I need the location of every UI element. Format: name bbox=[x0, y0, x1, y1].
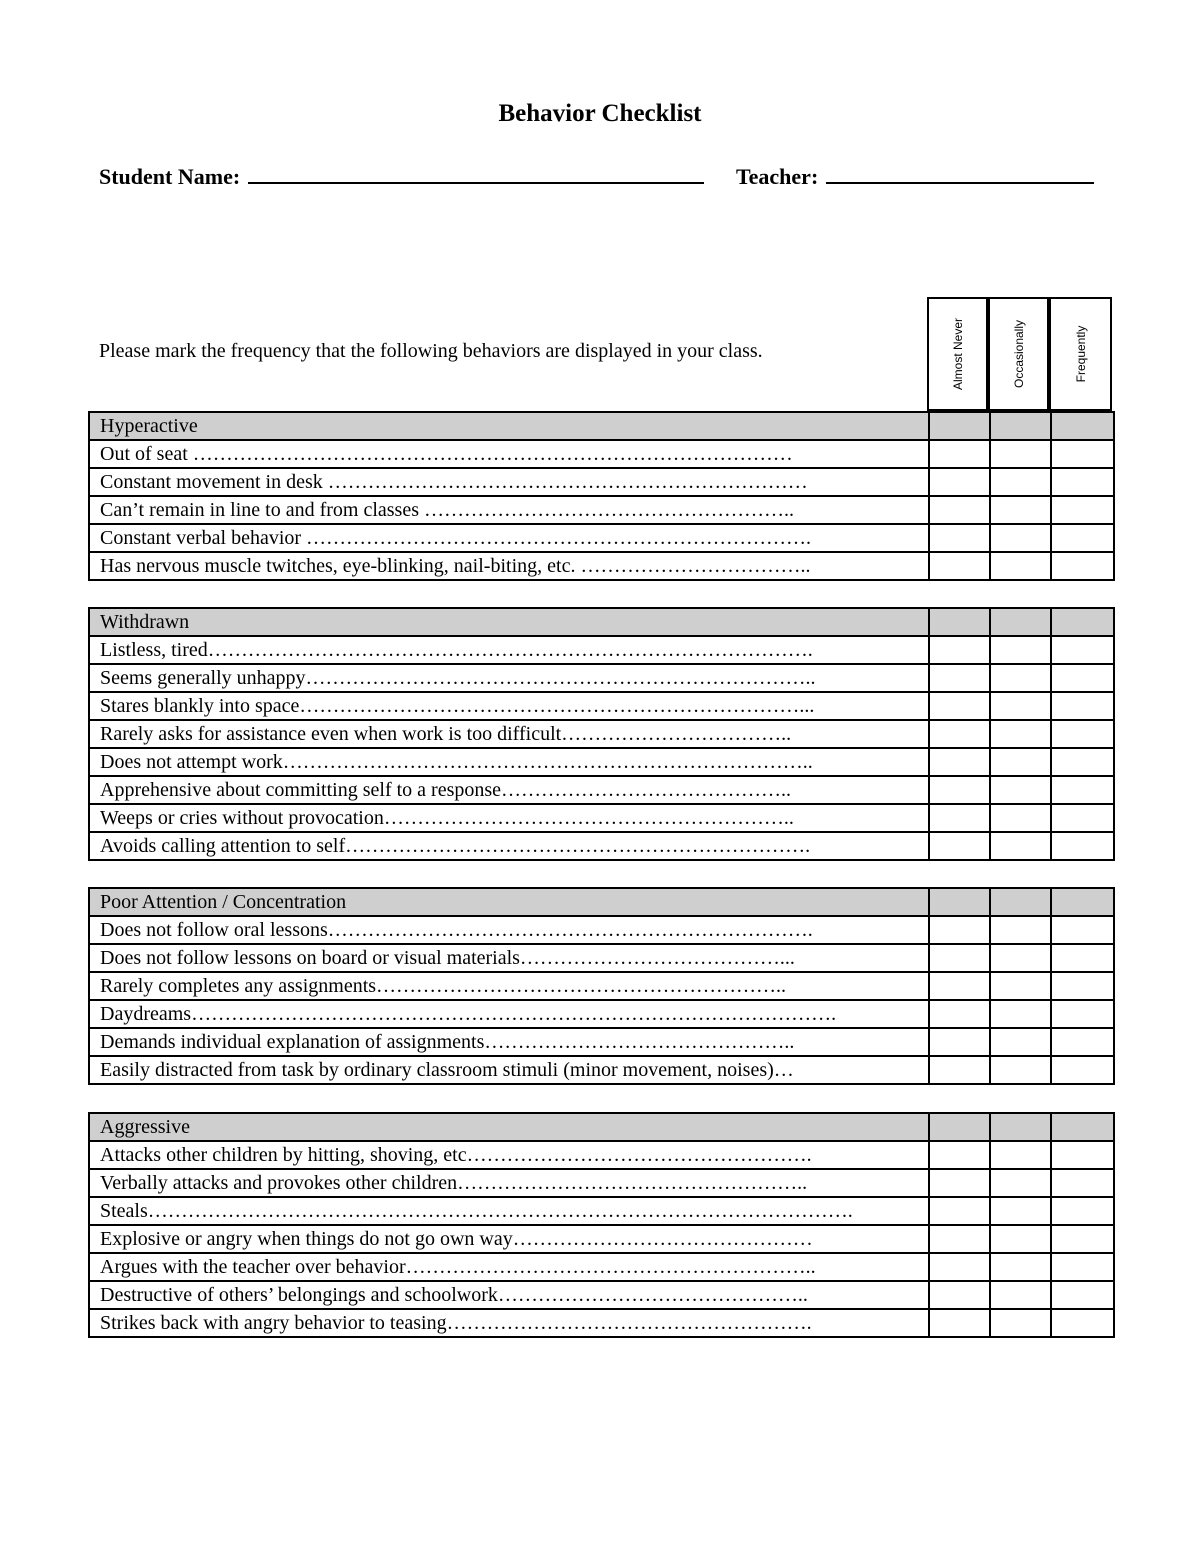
mark-cell-frequently[interactable] bbox=[1051, 972, 1114, 1000]
mark-cell-almost-never[interactable] bbox=[929, 1225, 990, 1253]
instructions-text: Please mark the frequency that the following behaviors are displayed in your class. bbox=[99, 340, 763, 362]
section-hyperactive bbox=[88, 411, 1115, 581]
mark-cell-almost-never[interactable] bbox=[929, 748, 990, 776]
behavior-label: Does not follow oral lessons………………………………………………………………. bbox=[89, 916, 929, 944]
mark-cell-almost-never[interactable] bbox=[929, 944, 990, 972]
section-header-row bbox=[89, 1113, 1114, 1141]
mark-cell-almost-never[interactable] bbox=[929, 1028, 990, 1056]
mark-cell-frequently[interactable] bbox=[1051, 1225, 1114, 1253]
column-header-occasionally bbox=[988, 297, 1049, 411]
section-header-cell bbox=[990, 1113, 1051, 1141]
behavior-label: Rarely completes any assignments…………………………………………………….. bbox=[89, 972, 929, 1000]
column-label-almost-never: Almost Never bbox=[950, 317, 965, 391]
section-title: Withdrawn bbox=[89, 608, 929, 636]
behavior-label: Steals……………………………………………………………………………………………. bbox=[89, 1197, 929, 1225]
mark-cell-almost-never[interactable] bbox=[929, 804, 990, 832]
mark-cell-occasionally[interactable] bbox=[990, 832, 1051, 860]
behavior-label: Has nervous muscle twitches, eye-blinking, nail-biting, etc. …………………………….. bbox=[89, 552, 929, 580]
behavior-label: Explosive or angry when things do not go own way……………………………………… bbox=[89, 1225, 929, 1253]
mark-cell-almost-never[interactable] bbox=[929, 664, 990, 692]
behavior-row bbox=[89, 664, 1114, 692]
behavior-row bbox=[89, 552, 1114, 580]
behavior-row bbox=[89, 524, 1114, 552]
behavior-label: Demands individual explanation of assignments……………………………………….. bbox=[89, 1028, 929, 1056]
mark-cell-occasionally[interactable] bbox=[990, 776, 1051, 804]
section-title: Aggressive bbox=[89, 1113, 929, 1141]
mark-cell-occasionally[interactable] bbox=[990, 748, 1051, 776]
column-label-frequently: Frequently bbox=[1073, 325, 1088, 383]
behavior-row bbox=[89, 748, 1114, 776]
behavior-row bbox=[89, 440, 1114, 468]
section-header-cell bbox=[1051, 412, 1114, 440]
section-header-row bbox=[89, 888, 1114, 916]
mark-cell-occasionally[interactable] bbox=[990, 1028, 1051, 1056]
mark-cell-occasionally[interactable] bbox=[990, 636, 1051, 664]
mark-cell-frequently[interactable] bbox=[1051, 636, 1114, 664]
mark-cell-occasionally[interactable] bbox=[990, 552, 1051, 580]
student-name-label: Student Name: bbox=[99, 164, 241, 189]
mark-cell-frequently[interactable] bbox=[1051, 468, 1114, 496]
column-header-frequently bbox=[1049, 297, 1112, 411]
mark-cell-occasionally[interactable] bbox=[990, 916, 1051, 944]
behavior-row bbox=[89, 916, 1114, 944]
teacher-field[interactable] bbox=[826, 162, 1094, 184]
behavior-label: Rarely asks for assistance even when work is too difficult…………………………….. bbox=[89, 720, 929, 748]
mark-cell-occasionally[interactable] bbox=[990, 664, 1051, 692]
behavior-row bbox=[89, 1056, 1114, 1084]
mark-cell-almost-never[interactable] bbox=[929, 636, 990, 664]
mark-cell-occasionally[interactable] bbox=[990, 1253, 1051, 1281]
behavior-label: Daydreams……………………………………………………………………………………. bbox=[89, 1000, 929, 1028]
mark-cell-occasionally[interactable] bbox=[990, 972, 1051, 1000]
behavior-label: Out of seat ……………………………………………………………………………… bbox=[89, 440, 929, 468]
mark-cell-almost-never[interactable] bbox=[929, 776, 990, 804]
mark-cell-almost-never[interactable] bbox=[929, 1169, 990, 1197]
behavior-label: Weeps or cries without provocation…………………………………………………….. bbox=[89, 804, 929, 832]
behavior-row bbox=[89, 944, 1114, 972]
behavior-label: Constant movement in desk ……………………………………………………………… bbox=[89, 468, 929, 496]
mark-cell-frequently[interactable] bbox=[1051, 1281, 1114, 1309]
section-header-cell bbox=[929, 412, 990, 440]
mark-cell-occasionally[interactable] bbox=[990, 1197, 1051, 1225]
mark-cell-almost-never[interactable] bbox=[929, 1281, 990, 1309]
behavior-label: Seems generally unhappy………………………………………………………………….. bbox=[89, 664, 929, 692]
section-header-cell bbox=[929, 608, 990, 636]
behavior-row bbox=[89, 804, 1114, 832]
mark-cell-almost-never[interactable] bbox=[929, 692, 990, 720]
section-header-cell bbox=[1051, 1113, 1114, 1141]
behavior-row bbox=[89, 832, 1114, 860]
section-title: Hyperactive bbox=[89, 412, 929, 440]
mark-cell-occasionally[interactable] bbox=[990, 1141, 1051, 1169]
mark-cell-almost-never[interactable] bbox=[929, 552, 990, 580]
mark-cell-frequently[interactable] bbox=[1051, 664, 1114, 692]
page-title: Behavior Checklist bbox=[498, 100, 702, 127]
mark-cell-almost-never[interactable] bbox=[929, 524, 990, 552]
behavior-label: Constant verbal behavior …………………………………………………………………. bbox=[89, 524, 929, 552]
section-header-cell bbox=[1051, 888, 1114, 916]
behavior-row bbox=[89, 692, 1114, 720]
behavior-row bbox=[89, 1169, 1114, 1197]
mark-cell-occasionally[interactable] bbox=[990, 440, 1051, 468]
mark-cell-frequently[interactable] bbox=[1051, 748, 1114, 776]
mark-cell-frequently[interactable] bbox=[1051, 692, 1114, 720]
mark-cell-frequently[interactable] bbox=[1051, 496, 1114, 524]
mark-cell-frequently[interactable] bbox=[1051, 1169, 1114, 1197]
student-name-field[interactable] bbox=[248, 162, 704, 184]
behavior-row bbox=[89, 972, 1114, 1000]
mark-cell-occasionally[interactable] bbox=[990, 720, 1051, 748]
mark-cell-frequently[interactable] bbox=[1051, 1141, 1114, 1169]
section-header-cell bbox=[1051, 608, 1114, 636]
section-title: Poor Attention / Concentration bbox=[89, 888, 929, 916]
mark-cell-frequently[interactable] bbox=[1051, 1253, 1114, 1281]
section-header-cell bbox=[929, 888, 990, 916]
mark-cell-frequently[interactable] bbox=[1051, 1028, 1114, 1056]
mark-cell-frequently[interactable] bbox=[1051, 944, 1114, 972]
mark-cell-almost-never[interactable] bbox=[929, 1253, 990, 1281]
behavior-label: Verbally attacks and provokes other children…………………………………………….. bbox=[89, 1169, 929, 1197]
behavior-row bbox=[89, 496, 1114, 524]
section-withdrawn bbox=[88, 607, 1115, 861]
mark-cell-almost-never[interactable] bbox=[929, 720, 990, 748]
mark-cell-almost-never[interactable] bbox=[929, 440, 990, 468]
mark-cell-occasionally[interactable] bbox=[990, 468, 1051, 496]
section-header-cell bbox=[990, 412, 1051, 440]
mark-cell-frequently[interactable] bbox=[1051, 776, 1114, 804]
behavior-row bbox=[89, 1141, 1114, 1169]
behavior-row bbox=[89, 1281, 1114, 1309]
behavior-label: Attacks other children by hitting, shoving, etc……………………………………………. bbox=[89, 1141, 929, 1169]
mark-cell-occasionally[interactable] bbox=[990, 524, 1051, 552]
mark-cell-frequently[interactable] bbox=[1051, 832, 1114, 860]
teacher-label: Teacher: bbox=[736, 164, 819, 189]
mark-cell-almost-never[interactable] bbox=[929, 1000, 990, 1028]
mark-cell-occasionally[interactable] bbox=[990, 1225, 1051, 1253]
behavior-label: Stares blankly into space…………………………………………………………………... bbox=[89, 692, 929, 720]
mark-cell-almost-never[interactable] bbox=[929, 1197, 990, 1225]
behavior-label: Listless, tired………………………………………………………………………………. bbox=[89, 636, 929, 664]
section-header-cell bbox=[990, 608, 1051, 636]
mark-cell-almost-never[interactable] bbox=[929, 1056, 990, 1084]
behavior-row bbox=[89, 720, 1114, 748]
mark-cell-occasionally[interactable] bbox=[990, 1309, 1051, 1337]
behavior-row bbox=[89, 468, 1114, 496]
behavior-row bbox=[89, 636, 1114, 664]
mark-cell-almost-never[interactable] bbox=[929, 832, 990, 860]
mark-cell-occasionally[interactable] bbox=[990, 496, 1051, 524]
behavior-label: Argues with the teacher over behavior…………………………………………………….. bbox=[89, 1253, 929, 1281]
section-aggressive bbox=[88, 1112, 1115, 1338]
frequency-header bbox=[88, 297, 1112, 411]
behavior-label: Does not attempt work…………………………………………………………………….. bbox=[89, 748, 929, 776]
mark-cell-occasionally[interactable] bbox=[990, 944, 1051, 972]
mark-cell-frequently[interactable] bbox=[1051, 916, 1114, 944]
behavior-label: Easily distracted from task by ordinary classroom stimuli (minor movement, noises)… bbox=[89, 1056, 929, 1084]
mark-cell-occasionally[interactable] bbox=[990, 692, 1051, 720]
section-header-cell bbox=[990, 888, 1051, 916]
mark-cell-almost-never[interactable] bbox=[929, 496, 990, 524]
behavior-row bbox=[89, 776, 1114, 804]
mark-cell-frequently[interactable] bbox=[1051, 1197, 1114, 1225]
mark-cell-frequently[interactable] bbox=[1051, 1056, 1114, 1084]
behavior-row bbox=[89, 1309, 1114, 1337]
mark-cell-frequently[interactable] bbox=[1051, 1000, 1114, 1028]
section-poor-attention-concentration bbox=[88, 887, 1115, 1085]
mark-cell-frequently[interactable] bbox=[1051, 720, 1114, 748]
mark-cell-almost-never[interactable] bbox=[929, 1141, 990, 1169]
student-name-line bbox=[99, 162, 704, 190]
teacher-line bbox=[736, 162, 1094, 190]
mark-cell-frequently[interactable] bbox=[1051, 804, 1114, 832]
section-header-cell bbox=[929, 1113, 990, 1141]
behavior-row bbox=[89, 1028, 1114, 1056]
mark-cell-almost-never[interactable] bbox=[929, 468, 990, 496]
behavior-row bbox=[89, 1000, 1114, 1028]
behavior-row bbox=[89, 1253, 1114, 1281]
behavior-row bbox=[89, 1197, 1114, 1225]
column-header-almost-never bbox=[927, 297, 988, 411]
column-label-occasionally: Occasionally bbox=[1011, 319, 1026, 389]
behavior-label: Avoids calling attention to self……………………………………………………………. bbox=[89, 832, 929, 860]
mark-cell-occasionally[interactable] bbox=[990, 1281, 1051, 1309]
behavior-label: Does not follow lessons on board or visual materials…………………………………... bbox=[89, 944, 929, 972]
behavior-label: Apprehensive about committing self to a response…………………………………….. bbox=[89, 776, 929, 804]
mark-cell-frequently[interactable] bbox=[1051, 552, 1114, 580]
behavior-label: Strikes back with angry behavior to teasing………………………………………………. bbox=[89, 1309, 929, 1337]
mark-cell-almost-never[interactable] bbox=[929, 972, 990, 1000]
section-header-row bbox=[89, 412, 1114, 440]
behavior-row bbox=[89, 1225, 1114, 1253]
behavior-label: Can’t remain in line to and from classes ……………………………………………….. bbox=[89, 496, 929, 524]
mark-cell-almost-never[interactable] bbox=[929, 916, 990, 944]
mark-cell-occasionally[interactable] bbox=[990, 1000, 1051, 1028]
mark-cell-occasionally[interactable] bbox=[990, 1169, 1051, 1197]
mark-cell-frequently[interactable] bbox=[1051, 1309, 1114, 1337]
section-header-row bbox=[89, 608, 1114, 636]
mark-cell-frequently[interactable] bbox=[1051, 440, 1114, 468]
mark-cell-almost-never[interactable] bbox=[929, 1309, 990, 1337]
mark-cell-frequently[interactable] bbox=[1051, 524, 1114, 552]
mark-cell-occasionally[interactable] bbox=[990, 804, 1051, 832]
behavior-label: Destructive of others’ belongings and schoolwork……………………………………….. bbox=[89, 1281, 929, 1309]
mark-cell-occasionally[interactable] bbox=[990, 1056, 1051, 1084]
